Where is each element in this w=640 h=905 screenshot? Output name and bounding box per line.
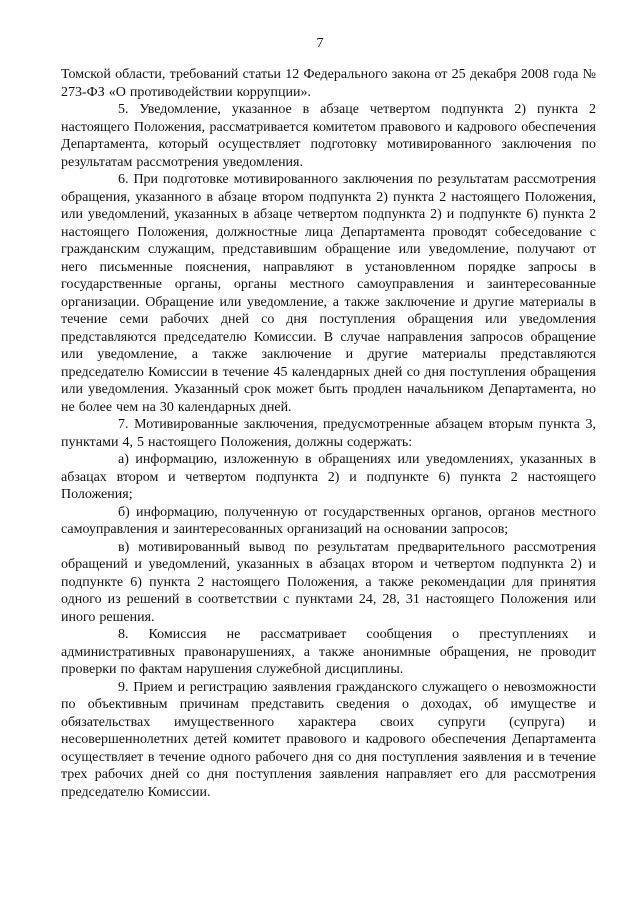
paragraph-continuation: Томской области, требований статьи 12 Федерального закона от 25 декабря 2008 года № 273-ФЗ «О противодействии коррупции». <box>61 67 596 100</box>
document-body <box>61 66 596 801</box>
paragraph-item-7: 7. Мотивированные заключения, предусмотренные абзацем вторым пункта 3, пунктами 4, 5 настоящего Положения, должны содержать: <box>61 417 596 450</box>
paragraph-item-9: 9. Прием и регистрацию заявления гражданского служащего о невозможности по объективным причинам представить сведения о доходах, об имуществе и обязательствах имущественного характера своих супруги (супруга) и несовершеннолетних детей комитет правового и кадрового обеспечения Департамента осуществляет в течение одного рабочего дня со дня поступления заявления и в течение трех рабочих дней со дня поступления заявления направляет его для рассмотрения председателю Комиссии. <box>61 679 596 800</box>
paragraph-item-6: 6. При подготовке мотивированного заключения по результатам рассмотрения обращения, указанного в абзаце втором подпункта 2) пункта 2 настоящего Положения, или уведомлений, указанных в абзаце четвертом подпункта 2) и подпункте 6) пункта 2 настоящего Положения, должностные лица Департамента проводят собеседование с гражданским служащим, представившим обращение или уведомление, получают от него письменные пояснения, направляют в установленном порядке запросы в государственные органы, органы местного самоуправления и заинтересованные организации. Обращение или уведомление, а также заключение и другие материалы в течение семи рабочих дней со дня поступления обращения или уведомления представляются председателю Комиссии. В случае направления запросов обращение или уведомление, а также заключение и другие материалы представляются председателю Комиссии в течение 45 календарных дней со дня поступления обращения или уведомления. Указанный срок может быть продлен начальником Департамента, но не более чем на 30 календарных дней. <box>61 172 596 415</box>
paragraph-item-7b: б) информацию, полученную от государственных органов, органов местного самоуправления и заинтересованных организаций на основании запросов; <box>61 504 596 537</box>
paragraph-item-8: 8. Комиссия не рассматривает сообщения о преступлениях и административных правонарушениях, а также анонимные обращения, не проводит проверки по фактам нарушения служебной дисциплины. <box>61 627 596 677</box>
paragraph-item-7a: а) информацию, изложенную в обращениях или уведомлениях, указанных в абзацах втором и четвертом подпункта 2) и подпункте 6) пункта 2 настоящего Положения; <box>61 452 596 502</box>
paragraph-item-5: 5. Уведомление, указанное в абзаце четвертом подпункта 2) пункта 2 настоящего Положения, рассматривается комитетом правового и кадрового обеспечения Департамента, который осуществляет подготовку мотивированного заключения по результатам рассмотрения уведомления. <box>61 102 596 170</box>
paragraph-item-7c: в) мотивированный вывод по результатам предварительного рассмотрения обращений и уведомлений, указанных в абзацах втором и четвертом подпункта 2) и подпункте 6) пункта 2 настоящего Положения, а также рекомендации для принятия одного из решений в соответствии с пунктами 24, 28, 31 настоящего Положения или иного решения. <box>61 539 596 625</box>
page-number: 7 <box>316 36 324 51</box>
